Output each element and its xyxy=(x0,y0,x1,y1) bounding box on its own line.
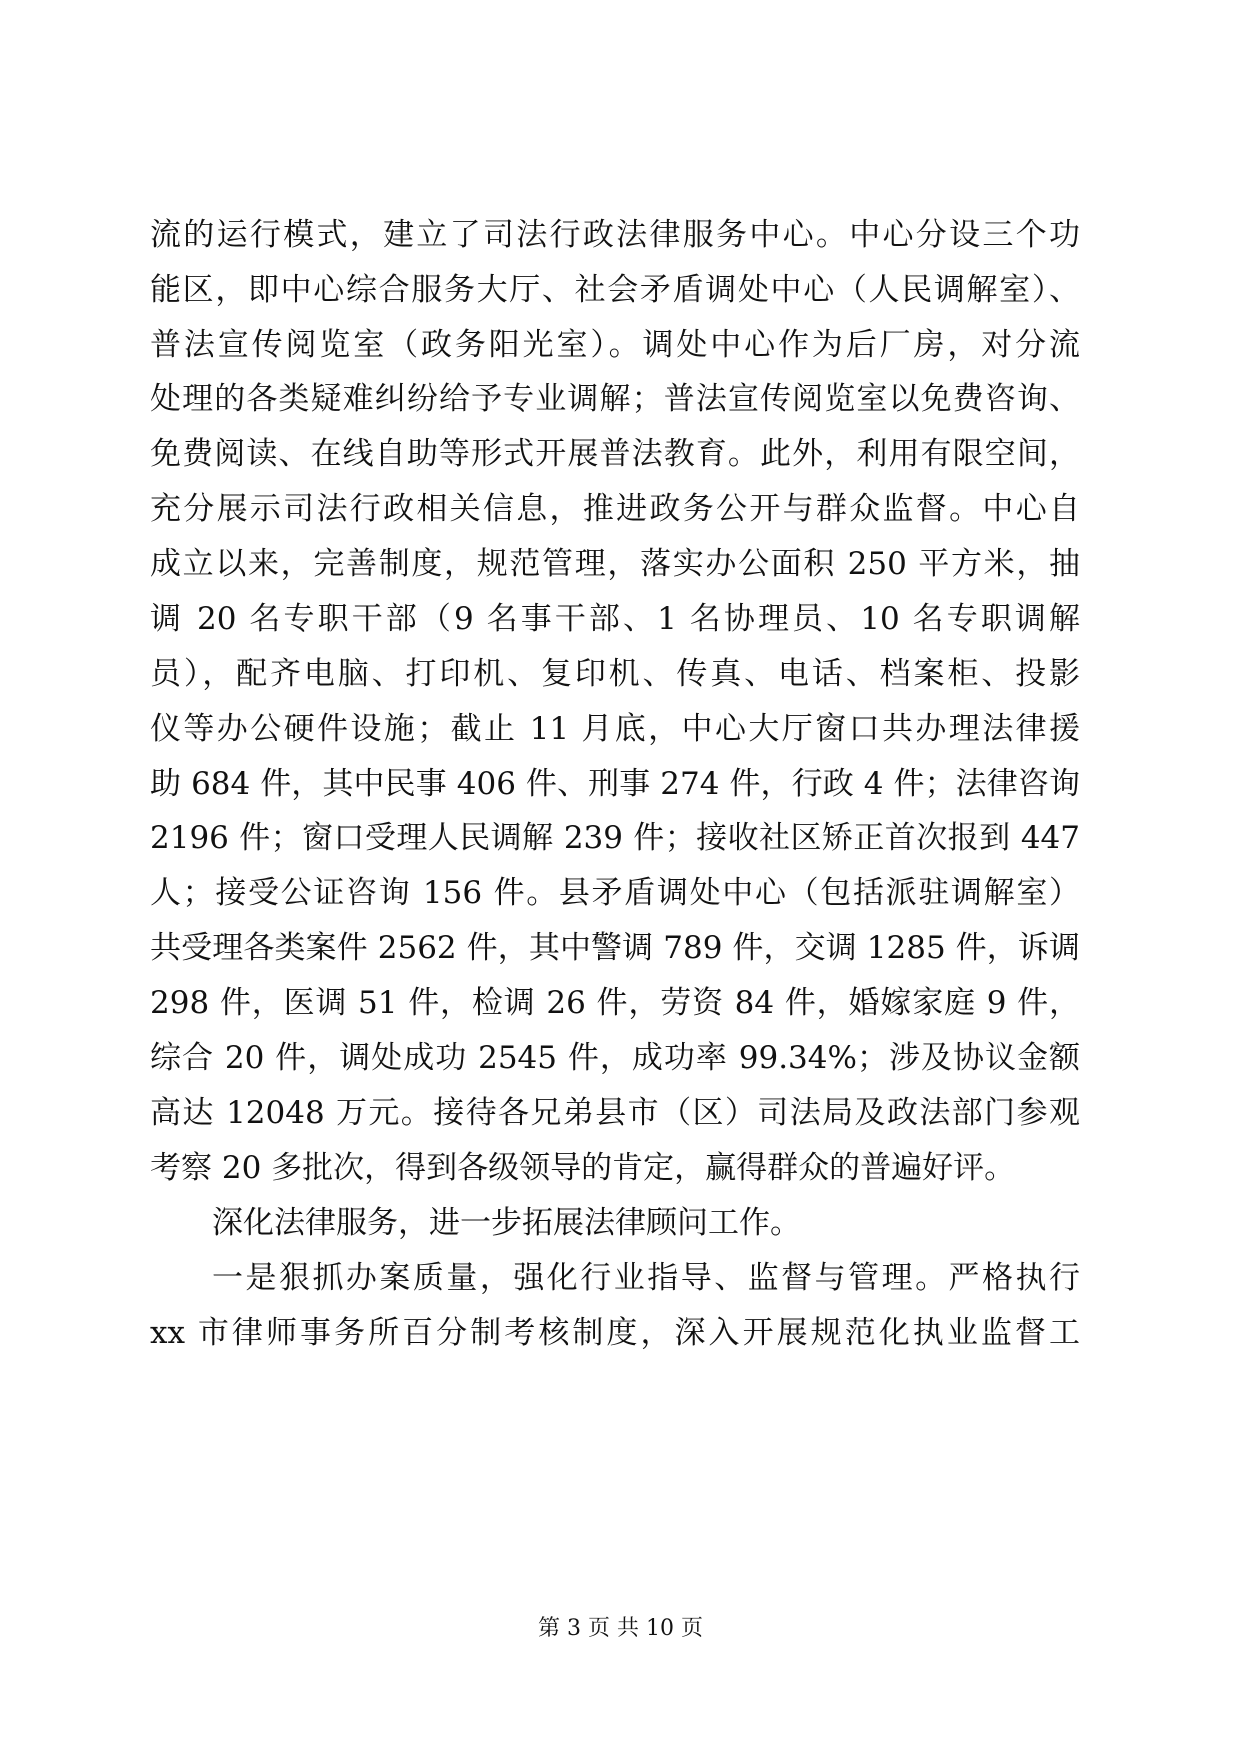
text-line: 普法宣传阅览室（政务阳光室）。调处中心作为后厂房，对分流 xyxy=(150,327,1080,363)
text-line: 仪等办公硬件设施；截止 11 月底，中心大厅窗口共办理法律援 xyxy=(150,711,1080,747)
text-line: 考察 20 多批次，得到各级领导的肯定，赢得群众的普遍好评。 xyxy=(150,1150,1016,1186)
text-line: 共受理各类案件 2562 件，其中警调 789 件，交调 1285 件，诉调 xyxy=(150,930,1080,966)
text-line: xx 市律师事务所百分制考核制度，深入开展规范化执业监督工 xyxy=(150,1315,1080,1351)
text-line: 充分展示司法行政相关信息，推进政务公开与群众监督。中心自 xyxy=(150,491,1080,527)
text-line: 一是狠抓办案质量，强化行业指导、监督与管理。严格执行 xyxy=(212,1260,1080,1296)
text-line: 助 684 件，其中民事 406 件、刑事 274 件，行政 4 件；法律咨询 xyxy=(150,766,1080,802)
text-line: 成立以来，完善制度，规范管理，落实办公面积 250 平方米，抽 xyxy=(150,546,1080,582)
text-line: 2196 件；窗口受理人民调解 239 件；接收社区矫正首次报到 447 xyxy=(150,820,1080,856)
text-line: 深化法律服务，进一步拓展法律顾问工作。 xyxy=(212,1205,801,1241)
text-line: 人；接受公证咨询 156 件。县矛盾调处中心（包括派驻调解室） xyxy=(150,875,1080,911)
text-line: 员），配齐电脑、打印机、复印机、传真、电话、档案柜、投影 xyxy=(150,656,1080,692)
text-line: 调 20 名专职干部（9 名事干部、1 名协理员、10 名专职调解 xyxy=(150,601,1080,637)
text-line: 综合 20 件，调处成功 2545 件，成功率 99.34%；涉及协议金额 xyxy=(150,1040,1080,1076)
text-line: 298 件，医调 51 件，检调 26 件，劳资 84 件，婚嫁家庭 9 件， xyxy=(150,985,1080,1021)
text-line: 能区，即中心综合服务大厅、社会矛盾调处中心（人民调解室）、 xyxy=(150,272,1080,308)
text-line: 流的运行模式，建立了司法行政法律服务中心。中心分设三个功 xyxy=(150,217,1080,253)
text-line: 免费阅读、在线自助等形式开展普法教育。此外，利用有限空间， xyxy=(150,436,1080,472)
text-line: 高达 12048 万元。接待各兄弟县市（区）司法局及政法部门参观 xyxy=(150,1095,1080,1131)
text-line: 处理的各类疑难纠纷给予专业调解；普法宣传阅览室以免费咨询、 xyxy=(150,381,1080,417)
page-footer: 第 3 页 共 10 页 xyxy=(538,1616,703,1641)
